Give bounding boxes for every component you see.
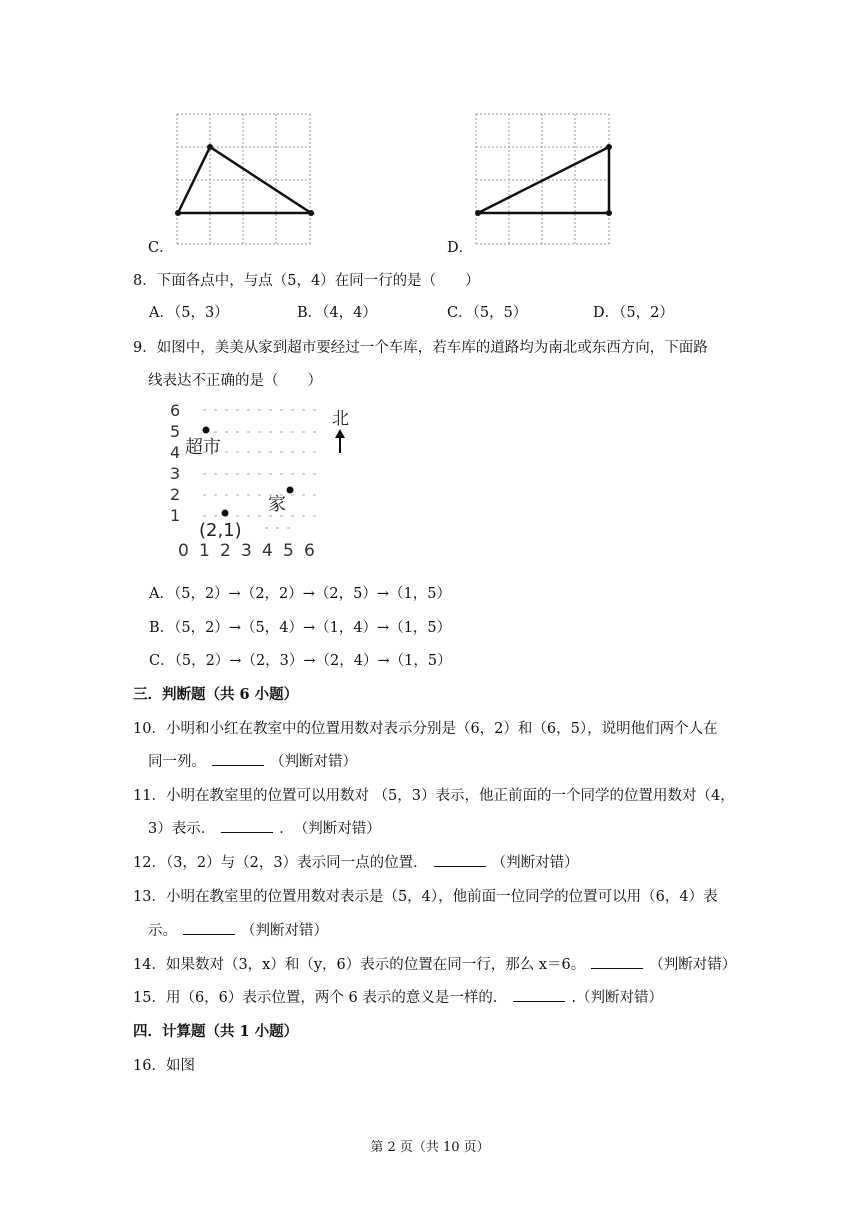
y-tick-4: 4 <box>170 443 181 462</box>
option-c-label: C． <box>148 240 174 256</box>
north-arrow-icon <box>335 429 345 453</box>
y-tick-1: 1 <box>170 506 181 525</box>
question-11-line2 <box>148 818 381 840</box>
question-14 <box>133 954 736 976</box>
question-15 <box>133 987 663 1009</box>
question-9-map <box>165 398 365 563</box>
section-4-title: 四．计算题（共 1 小题） <box>133 1023 299 1040</box>
question-10-text: 同一列。 <box>148 754 206 770</box>
question-11-text: 3）表示． <box>148 821 216 837</box>
option-d-figure <box>474 112 614 246</box>
home-label: 家 <box>268 494 286 515</box>
question-13-line2 <box>148 920 328 942</box>
question-15-text: 15．用（6，6）表示位置，两个 6 表示的意义是一样的． <box>133 990 508 1006</box>
question-15-hint: .（判断对错） <box>571 990 663 1006</box>
question-13-hint: （判断对错） <box>241 923 328 939</box>
x-tick-2: 2 <box>220 541 231 561</box>
answer-blank[interactable] <box>513 987 565 1002</box>
question-12 <box>133 852 579 874</box>
question-8-option-d: D．（5，2） <box>593 305 674 321</box>
x-tick-5: 5 <box>283 541 294 561</box>
question-10-line2 <box>148 751 357 773</box>
answer-blank[interactable] <box>591 954 643 969</box>
page-footer: 第 2 页（共 10 页） <box>370 1140 490 1155</box>
question-14-hint: （判断对错） <box>649 957 737 973</box>
option-c-figure <box>175 112 315 246</box>
question-8-stem: 8．下面各点中，与点（5，4）在同一行的是（ ） <box>133 273 480 289</box>
question-9-option-c: C．（5，2）→（2，3）→（2，4）→（1，5） <box>149 653 452 669</box>
question-14-text: 14．如果数对（3，x）和（y，6）表示的位置在同一行，那么 x＝6。 <box>133 957 586 973</box>
question-12-hint: （判断对错） <box>491 855 579 871</box>
y-tick-6: 6 <box>170 401 181 420</box>
question-10-line1: 10．小明和小红在教室中的位置用数对表示分别是（6，2）和（6，5），说明他们两个人在 <box>133 721 718 737</box>
x-tick-0: 0 <box>178 541 189 561</box>
garage-label: (2,1) <box>199 520 242 541</box>
option-d-label: D． <box>447 240 474 256</box>
question-9-stem-line2: 线表达不正确的是（ ） <box>148 373 322 389</box>
question-13-text: 示。 <box>148 923 177 939</box>
question-13-line1: 13．小明在教室里的位置用数对表示是（5，4），他前面一位同学的位置可以用（6，4）表 <box>133 889 718 905</box>
question-12-text: 12．（3，2）与（2，3）表示同一点的位置． <box>133 855 428 871</box>
answer-blank[interactable] <box>434 852 486 867</box>
question-9-option-a: A．（5，2）→（2，2）→（2，5）→（1，5） <box>149 586 451 602</box>
x-tick-1: 1 <box>199 541 210 561</box>
answer-blank[interactable] <box>212 751 264 766</box>
x-tick-4: 4 <box>262 541 273 561</box>
garage-point <box>222 510 229 517</box>
north-label: 北 <box>332 409 349 429</box>
y-tick-2: 2 <box>170 485 181 504</box>
question-8-option-c: C．（5，5） <box>447 305 528 321</box>
question-11-hint: ． （判断对错） <box>279 821 381 837</box>
question-11-line1: 11．小明在教室里的位置可以用数对 （5，3）表示，他正前面的一个同学的位置用数对（4， <box>133 788 735 804</box>
x-tick-3: 3 <box>241 541 252 561</box>
question-8-option-b: B．（4，4） <box>297 305 377 321</box>
supermarket-label: 超市 <box>185 437 221 458</box>
answer-blank[interactable] <box>221 818 273 833</box>
answer-blank[interactable] <box>183 920 235 935</box>
home-point <box>287 487 294 494</box>
x-tick-6: 6 <box>304 541 315 561</box>
supermarket-point <box>203 427 210 434</box>
question-9-option-b: B．（5，2）→（5，4）→（1，4）→（1，5） <box>149 620 452 636</box>
question-10-hint: （判断对错） <box>270 754 357 770</box>
question-9-stem-line1: 9．如图中，美美从家到超市要经过一个车库，若车库的道路均为南北或东西方向，下面路 <box>133 340 708 356</box>
section-3-title: 三．判断题（共 6 小题） <box>133 686 299 703</box>
y-tick-5: 5 <box>170 422 181 441</box>
question-8-option-a: A．（5，3） <box>149 305 229 321</box>
y-tick-3: 3 <box>170 464 181 483</box>
question-16-stem: 16．如图 <box>133 1058 195 1074</box>
